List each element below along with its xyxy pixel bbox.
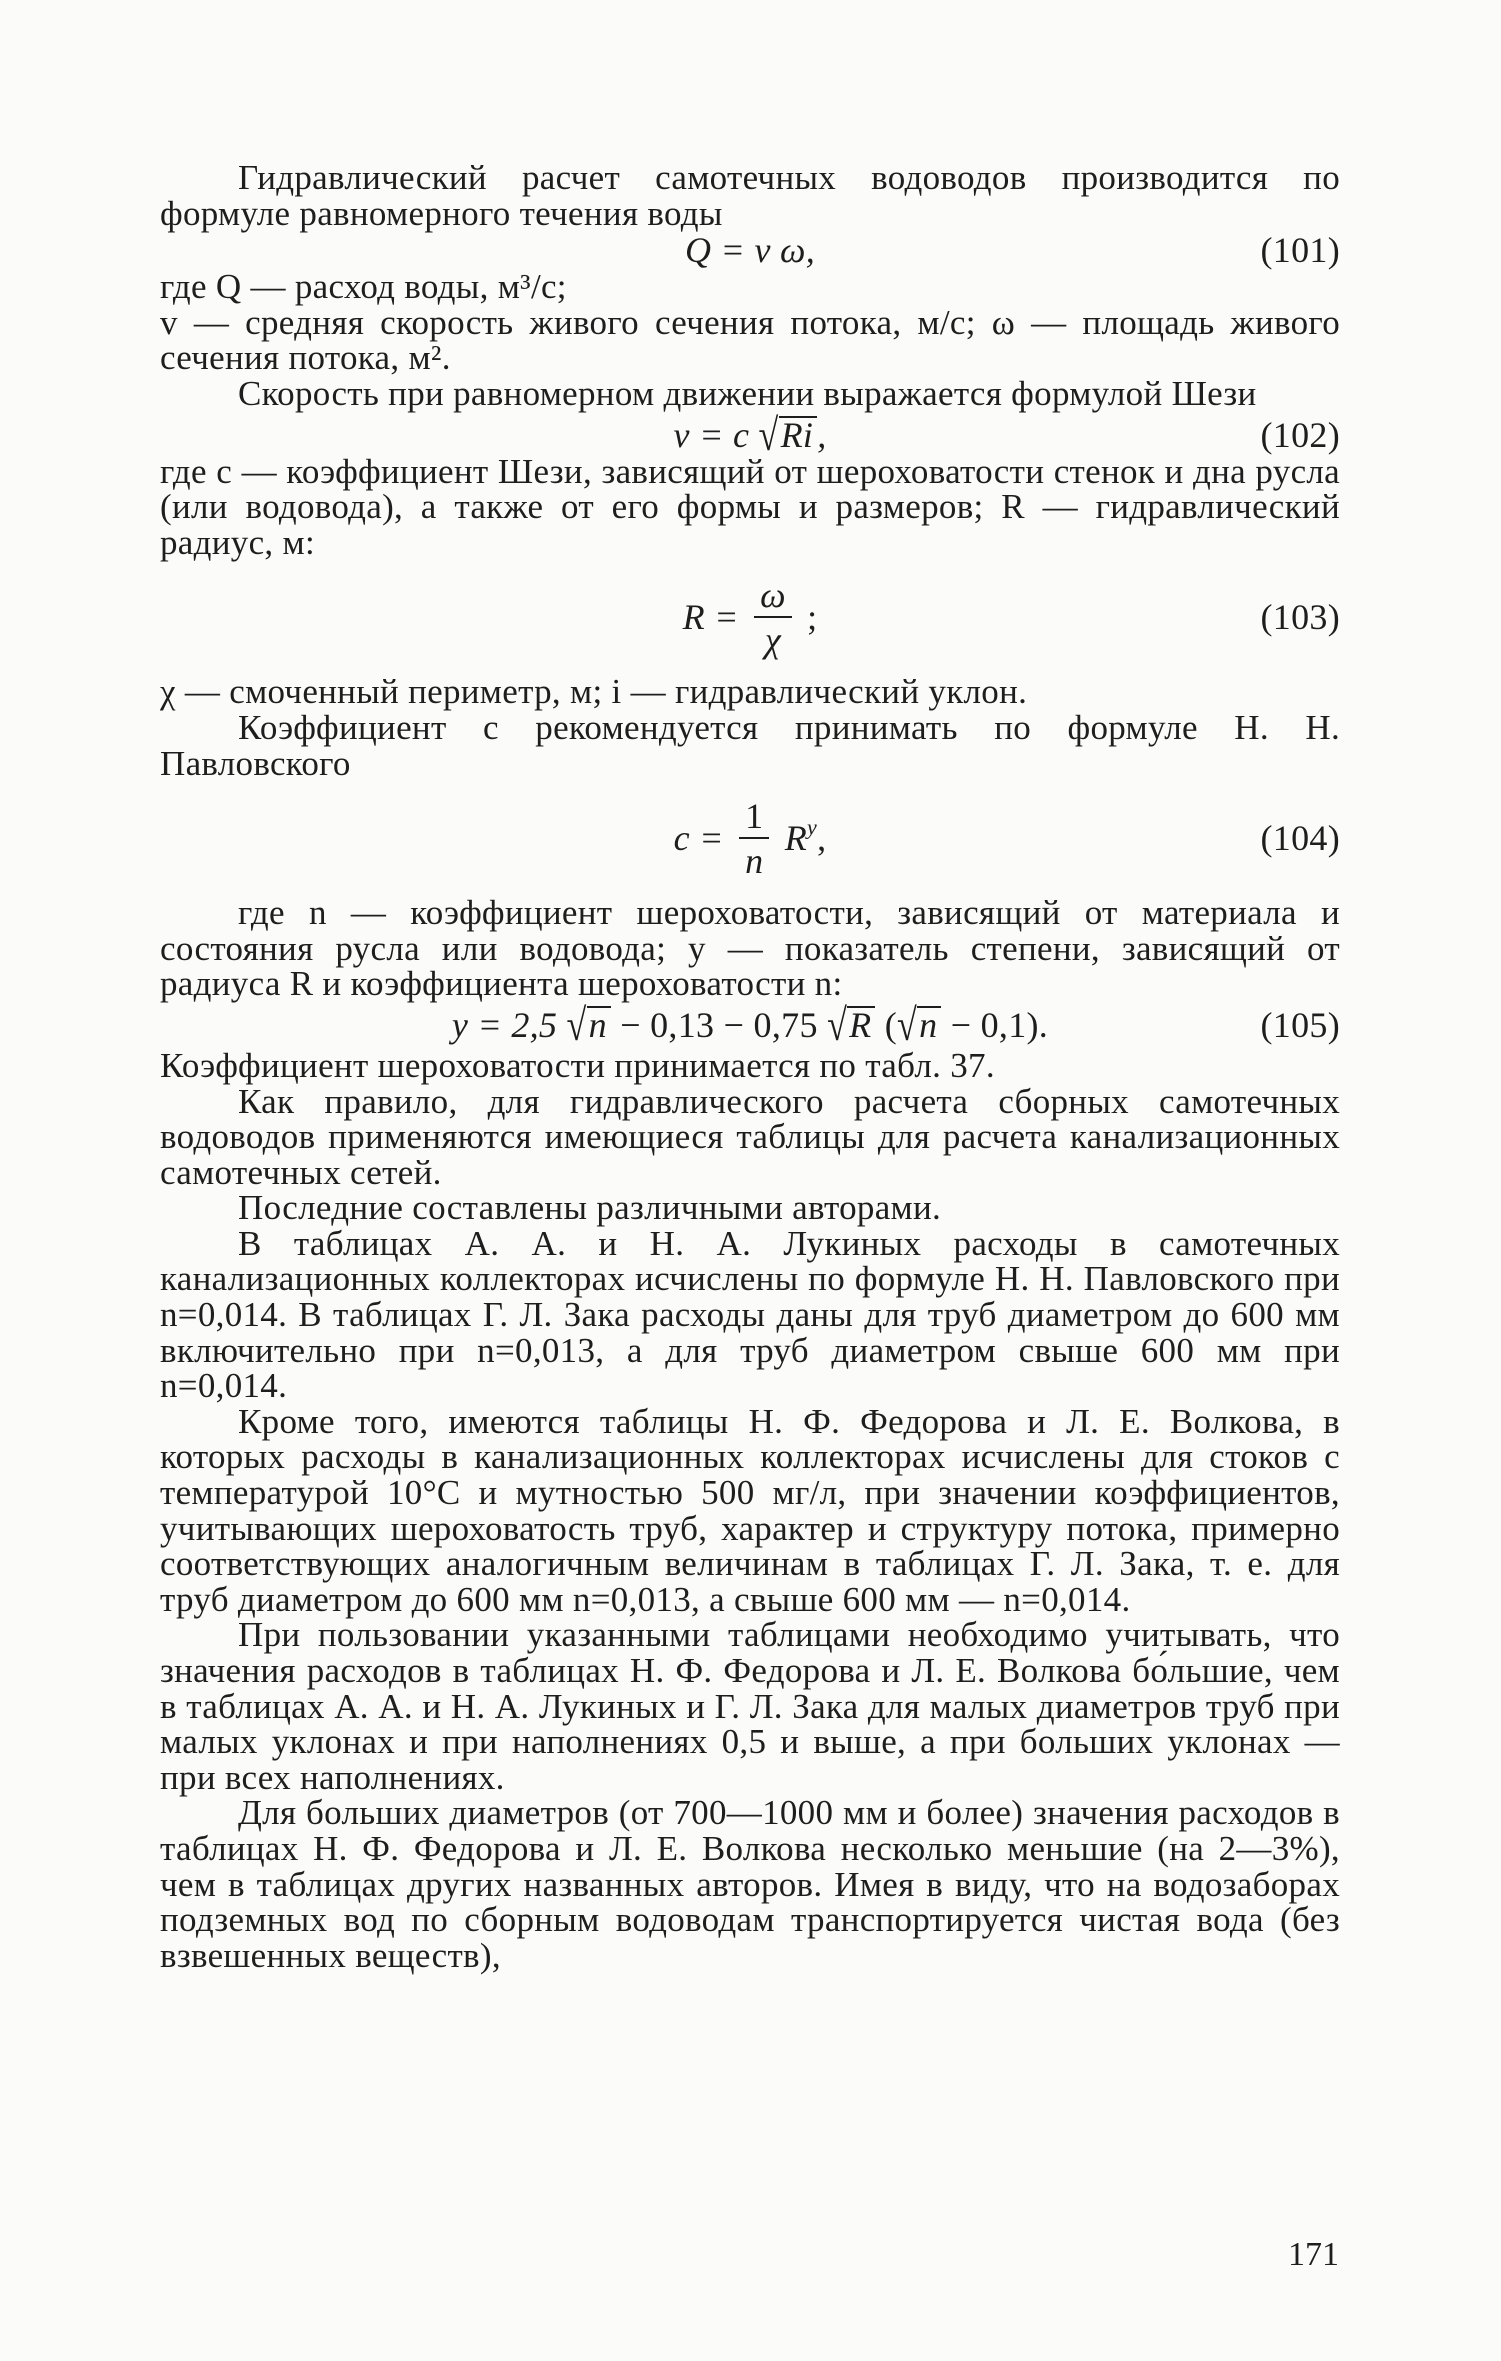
paragraph-tables-usage: Как правило, для гидравлического расчета сборных самотечных водоводов применяются имеющиеся таблицы для расчета канализационных самотечных сетей. bbox=[160, 1081, 1340, 1192]
equation-103-left: R = bbox=[682, 597, 739, 638]
paragraph-chezy-definitions: где c — коэффициент Шези, зависящий от шероховатости стенок и дна русла (или водовода), а также от его формы и размеров; R — гидравлический радиус, м: bbox=[160, 451, 1340, 562]
equation-104-end: , bbox=[817, 818, 827, 859]
equation-103-tail: ; bbox=[807, 597, 818, 638]
equation-101-number: (101) bbox=[1260, 230, 1340, 271]
equation-105-radicand-r: R bbox=[847, 1006, 875, 1042]
equation-105-radicand-n: n bbox=[587, 1006, 611, 1042]
equation-104 bbox=[160, 795, 1340, 891]
equation-101 bbox=[160, 231, 1340, 269]
equation-104-numerator: 1 bbox=[739, 795, 769, 839]
equation-105-radicand-n2: n bbox=[917, 1006, 941, 1042]
equation-103-numerator: ω bbox=[754, 574, 792, 618]
sqrt-sign-icon: √ bbox=[566, 999, 587, 1050]
equation-105-part-b: − 0,13 − 0,75 bbox=[620, 1004, 818, 1045]
sqrt-sign-icon: √ bbox=[897, 999, 918, 1050]
equation-103 bbox=[160, 574, 1340, 670]
paragraph-usage-note: При пользовании указанными таблицами необходимо учитывать, что значения расходов в таблицах Н. Ф. Федорова и Л. Е. Волкова бо́льшие, чем в таблицах А. А. и Н. А. Лукиных и Г. Л. Зака для малых диаметров труб при малых уклонах и при наполнениях 0,5 и выше, а при больших уклонах — при всех наполнениях. bbox=[160, 1615, 1340, 1797]
paragraph-definitions-v: v — средняя скорость живого сечения потока, м/с; ω — площадь живого сечения потока, м². bbox=[160, 302, 1340, 378]
equation-104-fraction bbox=[739, 795, 769, 883]
paragraph-intro: Гидравлический расчет самотечных водоводов производится по формуле равномерного течения воды bbox=[160, 158, 1340, 233]
page-number: 171 bbox=[1288, 2236, 1339, 2273]
equation-105 bbox=[160, 999, 1340, 1050]
equation-102-left: v = c bbox=[673, 414, 750, 455]
equation-105-part-c: ( bbox=[884, 1004, 898, 1045]
equation-103-denominator: χ bbox=[764, 620, 781, 661]
paragraph-pavlovsky: Коэффициент c рекомендуется принимать по формуле Н. Н. Павловского bbox=[160, 707, 1340, 783]
paragraph-fedorov-volkov: Кроме того, имеются таблицы Н. Ф. Федорова и Л. Е. Волкова, в которых расходы в канализационных коллекторах исчислены для стоков с температурой 10°С и мутностью 500 мг/л, при значении коэффициентов, учитывающих шероховатость труб, характер и структуру потока, примерно соответствующих аналогичным величинам в таблицах Г. Л. Зака, т. е. для труб диаметром до 600 мм n=0,013, а свыше 600 мм — n=0,014. bbox=[160, 1401, 1340, 1619]
paragraph-lukin-zak: В таблицах А. А. и Н. А. Лукиных расходы в самотечных канализационных коллекторах исчислены по формуле Н. Н. Павловского при n=0,014. В таблицах Г. Л. Зака расходы даны для труб диаметром до 600 мм включительно при n=0,013, а для труб диаметром свыше 600 мм при n=0,014. bbox=[160, 1223, 1340, 1406]
equation-103-number: (103) bbox=[1260, 597, 1340, 638]
paragraph-chezy: Скорость при равномерном движении выражается формулой Шези bbox=[238, 373, 1257, 413]
equation-104-tail: R bbox=[784, 818, 807, 859]
equation-103-fraction bbox=[754, 574, 792, 662]
text-column bbox=[160, 160, 1340, 1973]
equation-104-exponent: y bbox=[807, 814, 818, 840]
paragraph-perimeter: χ — смоченный периметр, м; i — гидравлический уклон. bbox=[160, 672, 1028, 712]
equation-102-number: (102) bbox=[1260, 414, 1340, 455]
paragraph-table-ref: Коэффициент шероховатости принимается по табл. 37. bbox=[160, 1045, 995, 1085]
equation-105-part-a: y = 2,5 bbox=[451, 1004, 558, 1045]
sqrt-sign-icon: √ bbox=[827, 999, 848, 1050]
equation-102-radicand: Ri bbox=[779, 416, 818, 452]
paragraph-definitions-q: где Q — расход воды, м³/с; bbox=[160, 267, 567, 307]
equation-104-number: (104) bbox=[1260, 818, 1340, 859]
paragraph-large-diameters: Для больших диаметров (от 700—1000 мм и более) значения расходов в таблицах Н. Ф. Федорова и Л. Е. Волкова несколько меньшие (на 2—3%), чем в таблицах других названных авторов. Имея в виду, что на водозаборах подземных вод по сборным водоводам транспортируется чистая вода (без взвешенных веществ), bbox=[160, 1793, 1340, 1975]
paragraph-roughness: где n — коэффициент шероховатости, зависящий от материала и состояния русла или водовода; y — показатель степени, зависящий от радиуса R и коэффициента шероховатости n: bbox=[160, 893, 1340, 1004]
equation-105-part-d: − 0,1). bbox=[950, 1004, 1049, 1045]
equation-104-denominator: n bbox=[745, 841, 764, 882]
equation-102-tail: , bbox=[817, 414, 827, 455]
equation-104-left: c = bbox=[673, 818, 724, 859]
paragraph-authors: Последние составлены различными авторами. bbox=[238, 1188, 942, 1228]
sqrt-sign-icon: √ bbox=[758, 409, 779, 460]
equation-105-number: (105) bbox=[1260, 1004, 1340, 1045]
equation-101-body: Q = v ω, bbox=[684, 230, 816, 271]
equation-102 bbox=[160, 409, 1340, 460]
